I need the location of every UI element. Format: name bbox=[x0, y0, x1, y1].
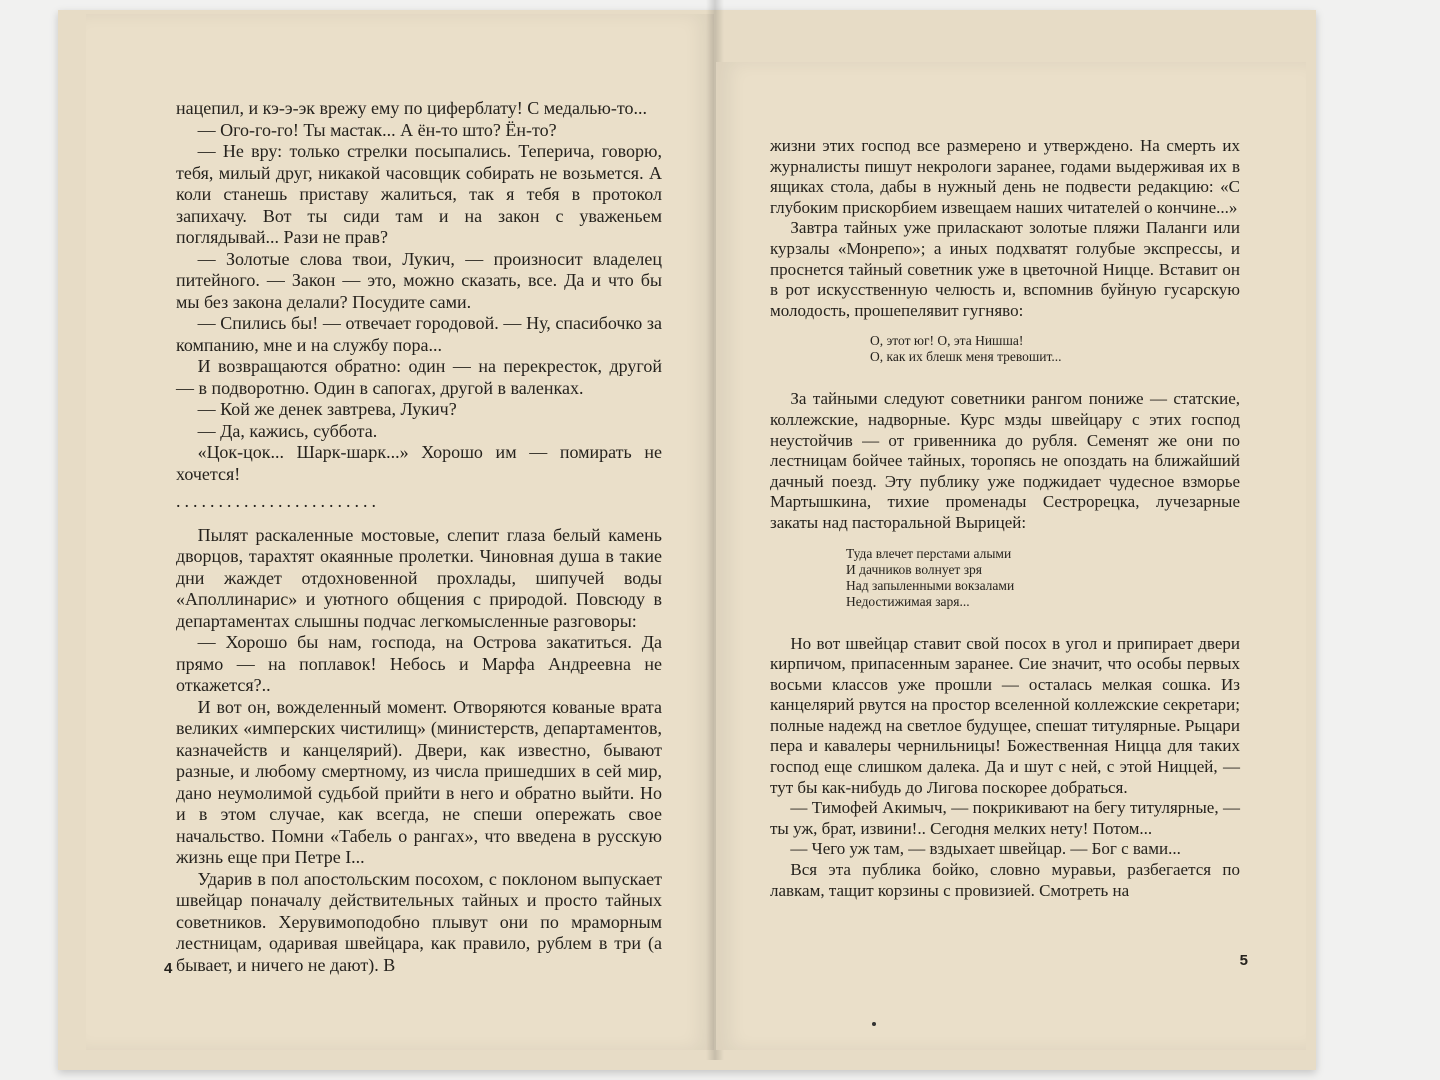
page-number: 4 bbox=[164, 960, 173, 977]
paragraph: — Тимофей Акимыч, — покрикивают на бегу титулярные, — ты уж, брат, извини!.. Сегодня мелких нету! Потом... bbox=[770, 798, 1240, 838]
paragraph: И возвращаются обратно: один — на перекресток, другой — в подворотню. Один в сапогах, другой в валенках. bbox=[176, 356, 662, 398]
paragraph: — Ого-го-го! Ты мастак... А ён-то што? Ён-то? bbox=[197, 119, 557, 140]
section-separator: ........................ bbox=[176, 491, 380, 511]
paragraph: — Чего уж там, — вздыхает швейцар. — Бог с вами... bbox=[790, 839, 1181, 859]
verse-line: Над запыленными вокзалами bbox=[846, 577, 1015, 593]
paragraph: жизни этих господ все размерено и утверждено. На смерть их журналисты пишут некрологи заранее, годами выдерживая их в ящиках стола, дабы в нужный день не подвести редакцию: «С глубоким прискорбием извещаем наших читателей о кончине...» bbox=[770, 136, 1240, 217]
verse-line: Туда влечет перстами алыми bbox=[846, 545, 1012, 561]
page-number: 5 bbox=[1239, 952, 1248, 969]
verse-quote bbox=[770, 546, 1240, 610]
paragraph: Пылят раскаленные мостовые, слепит глаза белый камень дворцов, тарахтят окаянные пролетки. Чиновная душа в такие дни жаждет отдохновенной прохлады, шипучей воды «Аполлинарис» и уютного общения с природой. Повсюду в департаментах слышны подчас легкомысленные разговоры: bbox=[176, 524, 662, 631]
paragraph: — Не вру: только стрелки посыпались. Теперича, говорю, тебя, милый друг, никакой часовщик собирать не возьмется. А коли станешь приставу жалиться, так я тебя в протокол запихачу. Вот ты сиди там и на закон с уваженьем поглядывай... Рази не прав? bbox=[176, 141, 662, 247]
paragraph: Вся эта публика бойко, словно муравьи, разбегается по лавкам, тащит корзины с провизией. Смотреть на bbox=[770, 860, 1240, 900]
paragraph: — Золотые слова твои, Лукич, — произносит владелец питейного. — Закон — это, можно сказать, все. Да и что бы мы без закона делали? Посудите сами. bbox=[176, 248, 662, 312]
paragraph: — Хорошо бы нам, господа, на Острова закатиться. Да прямо — на поплавок! Небось и Марфа Андреевна не откажется?.. bbox=[176, 632, 662, 695]
paragraph: За тайными следуют советники рангом пониже — статские, коллежские, надворные. Курс мзды швейцару с этих господ неустойчив — от гривенника до рубля. Семенят же они по лестницам бойчее тайных, торопясь не опоздать на ближайший дачный поезд. Эту публику уже поджидает чудесное взморье Мартышкина, тихие променады Сестрорецка, лучезарные закаты над пастоpальной Вырицей: bbox=[770, 389, 1240, 532]
paragraph: — Да, кажись, суббота. bbox=[197, 420, 378, 441]
left-page bbox=[86, 14, 714, 1050]
paragraph: Ударив в пол апостольским посохом, с поклоном выпускает швейцар поначалу действительных тайных и просто тайных советников. Херувимоподобно плывут они по мраморным лестницам, одаривая швейцара, как правило, рублем в три (а бывает, и ничего не дают). В bbox=[176, 868, 662, 975]
verse-quote bbox=[770, 333, 1240, 365]
paragraph: — Кой же денек завтрева, Лукич? bbox=[197, 399, 457, 419]
verse-line: Недостижимая заря... bbox=[846, 593, 970, 609]
print-dot bbox=[872, 1022, 876, 1026]
right-page bbox=[716, 62, 1306, 1050]
verse-line: О, этот юг! О, эта Нишша! bbox=[870, 333, 1024, 349]
paragraph: Но вот швейцар ставит свой посох в угол и припирает двери кирпичом, припасенным заранее. Сие значит, что особы первых восьми классов уже прошли — осталась мелкая сошка. Из канцелярий рвутся на простор вселенной коллежские секретари; полные надежд на светлое будущее, спешат титулярные. Рыцари пера и кавалеры чернильницы! Божественная Ницца для таких господ еще слишком далека. Да и шут с ней, с этой Ниццей, — тут бы как-нибудь до Лигова поскорее добраться. bbox=[770, 633, 1240, 797]
verse-line: О, как их блешк меня тревошит... bbox=[870, 349, 1062, 365]
paragraph: — Спились бы! — отвечает городовой. — Ну, спасибочко за компанию, мне и на службу пора... bbox=[176, 313, 662, 355]
paragraph: Завтра тайных уже приласкают золотые пляжи Паланги или курзалы «Монрепо»; а иных подхватят голубые экспрессы, и проснется тайный советник уже в цветочной Ницце. Вставит он в рот искусственную челюсть и, вспомнив буйную гусарскую молодость, прошепелявит гугняво: bbox=[770, 218, 1240, 320]
paragraph: И вот он, вожделенный момент. Отворяются кованые врата великих «имперских чистилищ» (министерств, департаментов, казначейств и канцелярий). Двери, как известно, бывают разные, и любому смертному, из числа пришедших в сей мир, дано неумолимой судьбой прийти в него и обратно выйти. Но и в этом случае, как всегда, не спеши опережать свое начальство. Помни «Табель о рангах», что введена в русскую жизнь еще при Петре I... bbox=[176, 696, 662, 867]
paragraph: «Цок-цок... Шарк-шарк...» Хорошо им — помирать не хочется! bbox=[176, 442, 662, 484]
verse-line: И дачников волнует зря bbox=[846, 561, 983, 577]
paragraph: нацепил, и кэ-э-эк врежу ему по циферблату! С медалью-то... bbox=[176, 98, 647, 118]
